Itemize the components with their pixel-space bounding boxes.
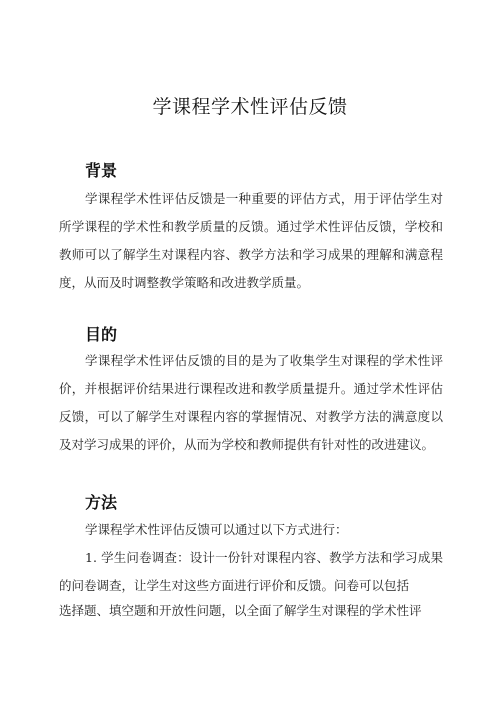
- paragraph-method-intro: 学课程学术性评估反馈可以通过以下方式进行：: [85, 522, 348, 537]
- section-heading-method: 方法: [85, 493, 118, 512]
- paragraph-method-item-1-continued: 选择题、填空题和开放性问题，以全面了解学生对课程的学术性评: [59, 603, 422, 618]
- paragraph-method-item-1: 1. 学生问卷调查：设计一份针对课程内容、教学方法和学习成果的问卷调查，让学生对这些方面进行评价和反馈。问卷可以包括: [59, 550, 443, 593]
- paragraph-background: 学课程学术性评估反馈是一种重要的评估方式，用于评估学生对所学课程的学术性和教学质量的反馈。通过学术性评估反馈，学校和教师可以了解学生对课程内容、教学方法和学习成果的理解和满意程度，从而及时调整教学策略和改进教学质量。: [59, 191, 443, 290]
- section-heading-background: 背景: [85, 161, 118, 180]
- paragraph-purpose: 学课程学术性评估反馈的目的是为了收集学生对课程的学术性评价，并根据评价结果进行课程改进和教学质量提升。通过学术性评估反馈，可以了解学生对课程内容的掌握情况、对教学方法的满意度以及对学习成果的评价，从而为学校和教师提供有针对性的改进建议。: [59, 353, 443, 452]
- document-title: 学课程学术性评估反馈: [152, 96, 348, 118]
- section-heading-purpose: 目的: [85, 325, 118, 344]
